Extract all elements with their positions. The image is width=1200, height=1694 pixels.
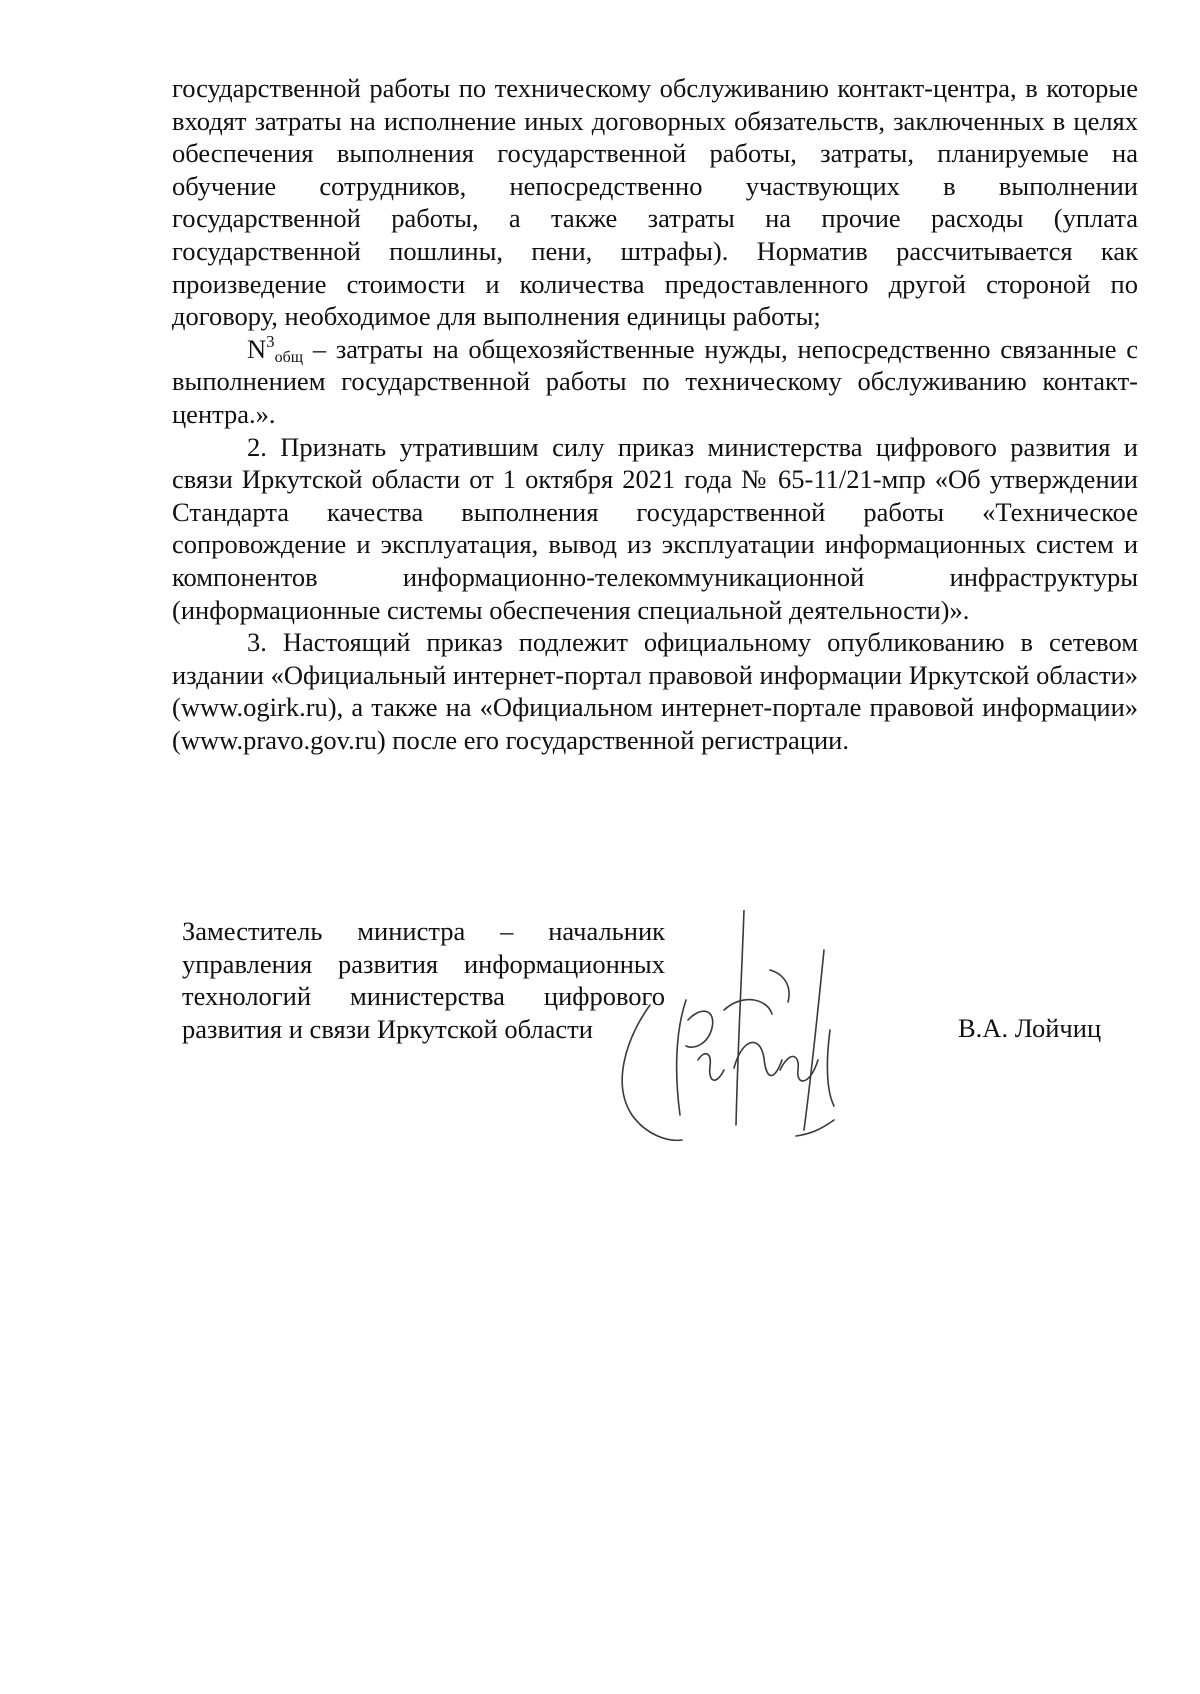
formula-definition-text: – затраты на общехозяйственные нужды, непосредственно связанные с выполнением государственной работы по техническому обслуживанию контакт-центра.». bbox=[172, 333, 1138, 429]
formula-variable bbox=[247, 331, 304, 366]
formula-superscript: 3 bbox=[266, 331, 275, 351]
formula-definition bbox=[172, 333, 1138, 431]
paragraph-item-3: 3. Настоящий приказ подлежит официальному опубликованию в сетевом издании «Официальный интернет-портал правовой информации Иркутской области» (www.ogirk.ru), а также на «Официальном интернет-портале правовой информации» (www.pravo.gov.ru) после его государственной регистрации. bbox=[172, 627, 1138, 755]
handwritten-signature bbox=[620, 910, 920, 1170]
formula-symbol: N bbox=[247, 333, 267, 364]
document-body bbox=[172, 72, 1138, 756]
signer-position: Заместитель министра – начальник управления развития информационных технологий министерства цифрового развития и связи Иркутской области bbox=[182, 916, 665, 1044]
paragraph-continuation: государственной работы по техническому обслуживанию контакт-центра, в которые входят затраты на исполнение иных договорных обязательств, заключенных в целях обеспечения выполнения государственной работы, затраты, планируемые на обучение сотрудников, непосредственно участвующих в выполнении государственной работы, а также затраты на прочие расходы (уплата государственной пошлины, пени, штрафы). Норматив рассчитывается как произведение стоимости и количества предоставленного другой стороной по договору, необходимое для выполнения единицы работы; bbox=[172, 73, 1138, 332]
signer-name: В.А. Лойчиц bbox=[958, 1013, 1102, 1043]
formula-subscript: общ bbox=[274, 348, 304, 366]
paragraph-item-2: 2. Признать утратившим силу приказ министерства цифрового развития и связи Иркутской области от 1 октября 2021 года № 65-11/21-мпр «Об утверждении Стандарта качества выполнения государственной работы «Техническое сопровождение и эксплуатация, вывод из эксплуатации информационных систем и компонентов информационно-телекоммуникационной инфраструктуры (информационные системы обеспечения специальной деятельности)». bbox=[172, 431, 1138, 625]
